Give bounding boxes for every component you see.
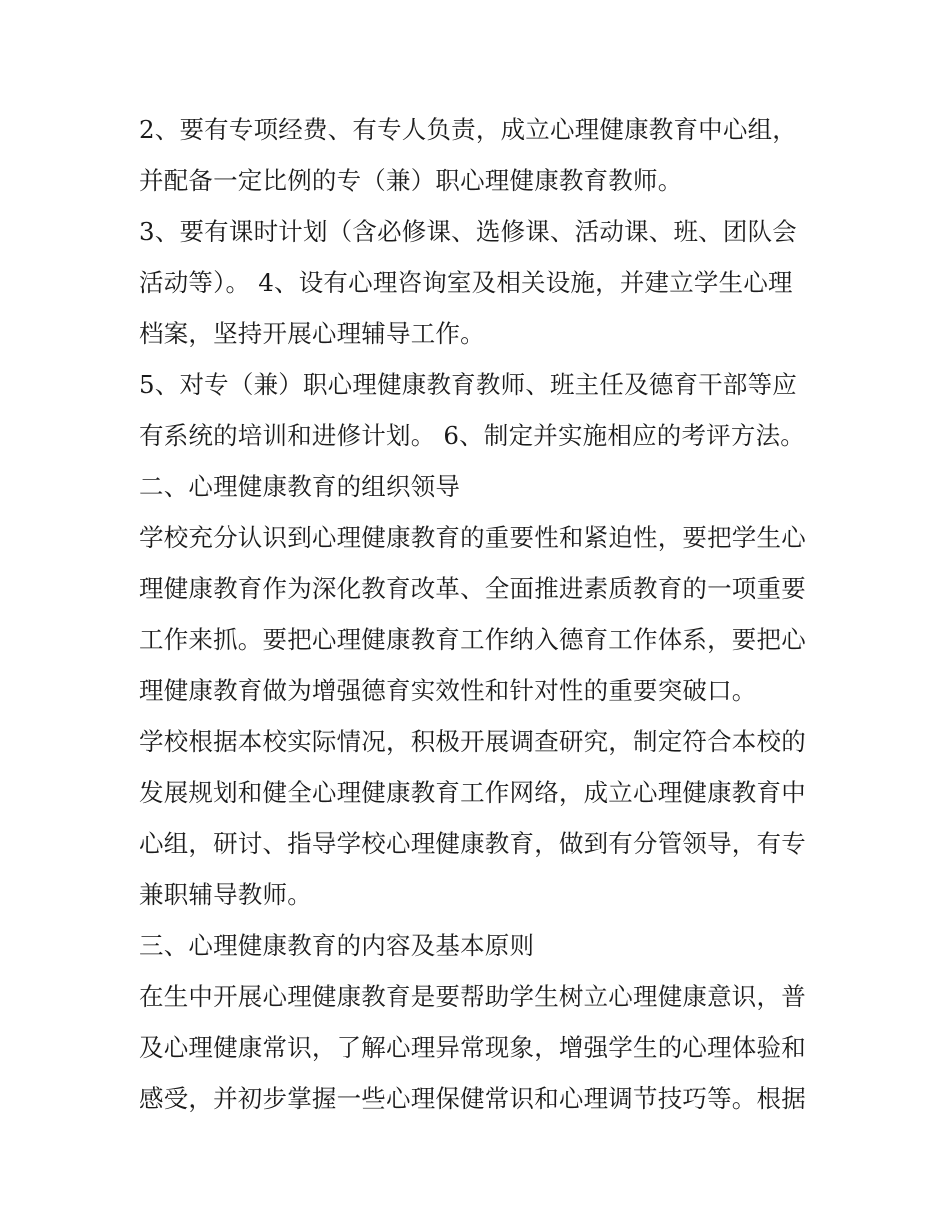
- text-line: 学校充分认识到心理健康教育的重要性和紧迫性，要把学生心: [139, 523, 806, 552]
- text-line: 3、要有课时计划（含必修课、选修课、活动课、班、团队会: [139, 217, 797, 246]
- text-line: 有系统的培训和进修计划。 6、制定并实施相应的考评方法。: [139, 421, 805, 450]
- text-line: 学校根据本校实际情况，积极开展调查研究，制定符合本校的: [139, 727, 806, 756]
- text-line: 工作来抓。要把心理健康教育工作纳入德育工作体系，要把心: [139, 625, 806, 654]
- section-heading: 三、心理健康教育的内容及基本原则: [139, 931, 535, 960]
- text-line: 兼职辅导教师。: [139, 880, 312, 909]
- text-line: 2、要有专项经费、有专人负责，成立心理健康教育中心组，: [139, 115, 797, 144]
- text-line: 并配备一定比例的专（兼）职心理健康教育教师。: [139, 166, 683, 195]
- text-line: 心组，研讨、指导学校心理健康教育，做到有分管领导，有专: [139, 829, 806, 858]
- text-line: 5、对专（兼）职心理健康教育教师、班主任及德育干部等应: [139, 370, 797, 399]
- text-line: 感受，并初步掌握一些心理保健常识和心理调节技巧等。根据: [139, 1084, 806, 1113]
- text-line: 档案，坚持开展心理辅导工作。: [139, 319, 485, 348]
- text-line: 理健康教育作为深化教育改革、全面推进素质教育的一项重要: [139, 574, 806, 603]
- text-line: 理健康教育做为增强德育实效性和针对性的重要突破口。: [139, 676, 757, 705]
- text-line: 及心理健康常识，了解心理异常现象，增强学生的心理体验和: [139, 1033, 806, 1062]
- text-line: 发展规划和健全心理健康教育工作网络，成立心理健康教育中: [139, 778, 806, 807]
- text-line: 活动等）。 4、设有心理咨询室及相关设施，并建立学生心理: [139, 268, 793, 297]
- text-line: 在生中开展心理健康教育是要帮助学生树立心理健康意识，普: [139, 982, 806, 1011]
- section-heading: 二、心理健康教育的组织领导: [139, 472, 461, 501]
